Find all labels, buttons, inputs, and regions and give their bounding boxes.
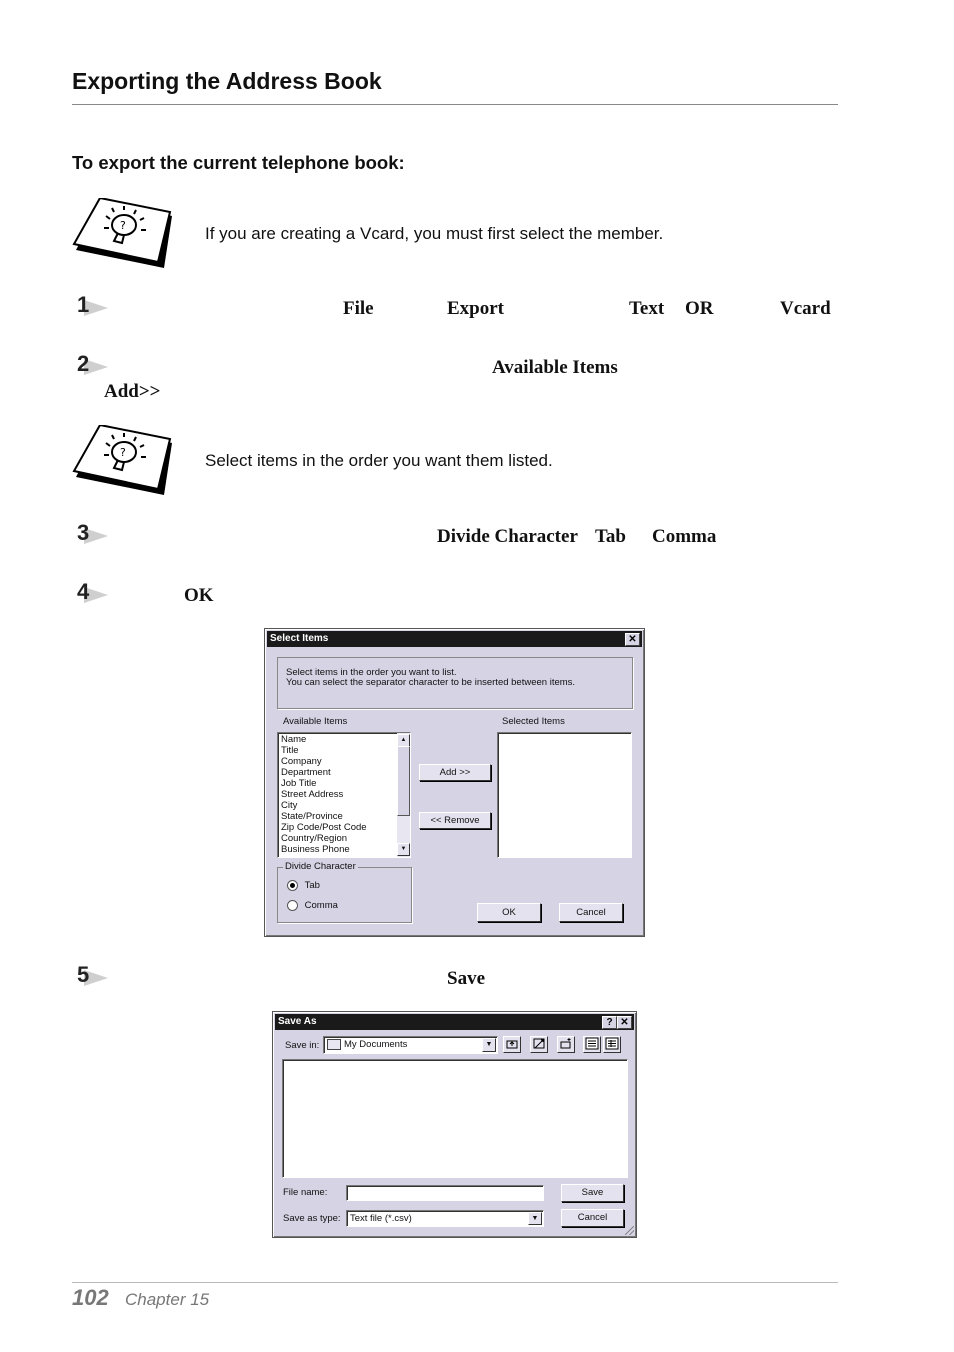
close-icon[interactable]: ✕ — [617, 1016, 632, 1029]
save-type-dropdown[interactable] — [346, 1210, 544, 1227]
scroll-down-icon[interactable]: ▼ — [397, 843, 410, 856]
step1-text: Text — [629, 298, 665, 319]
folder-icon — [327, 1039, 341, 1050]
step3-divide-character: Divide Character — [437, 526, 578, 547]
step1-file: File — [343, 298, 374, 319]
list-view-icon[interactable] — [583, 1036, 601, 1053]
title-rule — [72, 104, 838, 105]
list-item[interactable]: Department — [281, 767, 331, 778]
page-number: 102 — [72, 1285, 109, 1310]
file-list-area[interactable] — [282, 1059, 628, 1178]
step1-vcard: Vcard — [780, 298, 831, 319]
save-dialog-title: Save As — [278, 1016, 317, 1027]
instruction-line-2: You can select the separator character to be inserted between items. — [286, 677, 576, 688]
radio-comma-label: Comma — [304, 900, 338, 912]
svg-text:?: ? — [120, 446, 126, 459]
step3-tab: Tab — [595, 526, 626, 547]
resize-grip-icon[interactable] — [625, 1226, 634, 1235]
step2-available-items: Available Items — [492, 357, 618, 378]
cancel-button[interactable]: Cancel — [561, 1209, 624, 1227]
lightbulb-note-icon — [72, 198, 176, 270]
chevron-down-icon[interactable]: ▼ — [482, 1038, 496, 1052]
save-as-dialog — [272, 1011, 637, 1238]
remove-button[interactable]: << Remove — [419, 812, 491, 829]
help-icon[interactable]: ? — [602, 1016, 617, 1029]
select-items-dialog — [264, 628, 645, 937]
instruction-line-1: Select items in the order you want to list. — [286, 667, 457, 678]
close-icon[interactable]: ✕ — [625, 633, 640, 646]
step1-export: Export — [447, 298, 504, 319]
footer-rule — [72, 1282, 838, 1283]
radio-tab[interactable] — [287, 880, 320, 891]
chapter-label: Chapter 15 — [125, 1290, 210, 1309]
radio-tab-icon[interactable] — [287, 880, 298, 891]
ok-button[interactable]: OK — [477, 903, 541, 922]
save-in-value: My Documents — [344, 1039, 408, 1050]
scroll-thumb[interactable] — [397, 746, 410, 816]
radio-comma[interactable] — [287, 900, 338, 911]
note-text-order: Select items in the order you want them listed. — [205, 451, 553, 470]
radio-tab-label: Tab — [304, 880, 320, 892]
list-item[interactable]: Country/Region — [281, 833, 348, 844]
dialog-title: Select Items — [270, 633, 329, 644]
desktop-icon[interactable] — [530, 1036, 548, 1053]
step5-save: Save — [447, 968, 485, 989]
list-item[interactable]: Street Address — [281, 789, 344, 800]
selected-items-list[interactable] — [497, 732, 632, 858]
step1-or: OR — [685, 298, 714, 319]
cancel-button[interactable]: Cancel — [559, 903, 623, 922]
step-number-2: 2 — [74, 355, 108, 379]
save-type-label: Save as type: — [283, 1213, 341, 1224]
available-items-label: Available Items — [283, 716, 348, 727]
divide-character-label: Divide Character — [285, 861, 356, 872]
page-title: Exporting the Address Book — [72, 68, 382, 94]
list-item[interactable]: Title — [281, 745, 299, 756]
lightbulb-note-icon — [72, 425, 176, 497]
step2-add: Add>> — [104, 381, 161, 402]
radio-comma-icon[interactable] — [287, 900, 298, 911]
selected-items-label: Selected Items — [502, 716, 565, 727]
scroll-up-icon[interactable]: ▲ — [397, 734, 410, 747]
list-item[interactable]: Name — [281, 734, 307, 745]
add-button[interactable]: Add >> — [419, 764, 491, 781]
dialog-titlebar — [267, 631, 642, 647]
list-item[interactable]: City — [281, 800, 298, 811]
step-number-4: 4 — [74, 583, 108, 607]
save-type-value: Text file (*.csv) — [350, 1213, 412, 1224]
file-name-input[interactable] — [346, 1185, 544, 1201]
list-scrollbar[interactable] — [397, 733, 410, 857]
section-heading: To export the current telephone book: — [72, 152, 405, 173]
save-dialog-titlebar — [275, 1014, 634, 1030]
list-item[interactable]: State/Province — [281, 811, 343, 822]
step3-comma: Comma — [652, 526, 717, 547]
instruction-box — [277, 657, 633, 709]
available-items-list[interactable] — [277, 732, 411, 858]
note-text-vcard: If you are creating a Vcard, you must first select the member. — [205, 224, 664, 243]
step-number-1: 1 — [74, 296, 108, 320]
save-in-label: Save in: — [285, 1040, 320, 1051]
divide-character-group — [277, 867, 412, 923]
file-name-label: File name: — [283, 1187, 328, 1198]
step-number-3: 3 — [74, 524, 108, 548]
step-number-5: 5 — [74, 966, 108, 990]
new-folder-icon[interactable] — [557, 1036, 575, 1053]
step4-ok: OK — [184, 585, 214, 606]
list-item[interactable]: Zip Code/Post Code — [281, 822, 367, 833]
chevron-down-icon[interactable]: ▼ — [528, 1212, 542, 1225]
save-in-dropdown[interactable] — [323, 1036, 498, 1054]
list-item[interactable]: Business Phone — [281, 844, 350, 855]
save-button[interactable]: Save — [561, 1184, 624, 1202]
details-view-icon[interactable] — [603, 1036, 621, 1053]
list-item[interactable]: Job Title — [281, 778, 317, 789]
up-folder-icon[interactable] — [503, 1036, 521, 1053]
list-item[interactable]: Company — [281, 756, 322, 767]
svg-text:?: ? — [120, 219, 126, 232]
